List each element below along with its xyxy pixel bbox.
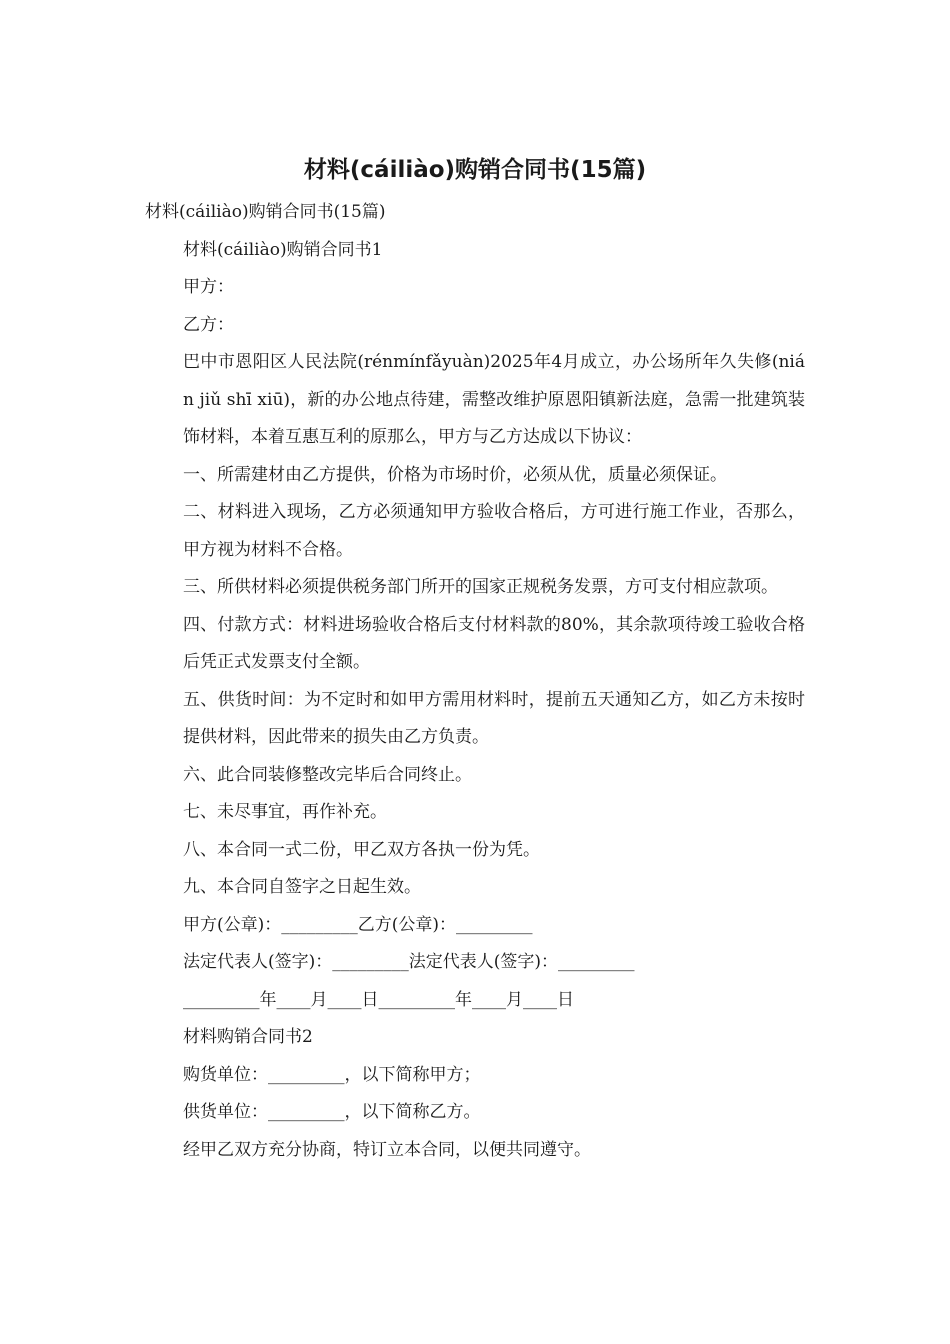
- agreement-line: 经甲乙双方充分协商，特订立本合同，以便共同遵守。: [183, 1139, 591, 1160]
- seal-line: 甲方(公章)：_________乙方(公章)：_________: [183, 914, 533, 935]
- clause-8: 八、本合同一式二份，甲乙双方各执一份为凭。: [183, 839, 540, 860]
- page-title: 材料(cáiliào)购销合同书(15篇): [303, 157, 647, 183]
- clause-6: 六、此合同装修整改完毕后合同终止。: [183, 764, 472, 785]
- clause-9: 九、本合同自签字之日起生效。: [183, 877, 421, 897]
- document-body: [145, 194, 805, 1169]
- supplier-line: 供货单位：_________，以下简称乙方。: [183, 1102, 481, 1122]
- signature-line: 法定代表人(签字)：_________法定代表人(签字)：_________: [183, 952, 635, 972]
- clause-4: 四、付款方式：材料进场验收合格后支付材料款的80%，其余款项待竣工验收合格后凭正式发票支付全额。: [183, 614, 805, 672]
- clause-3: 三、所供材料必须提供税务部门所开的国家正规税务发票，方可支付相应款项。: [183, 577, 778, 597]
- clause-2: 二、材料进入现场，乙方必须通知甲方验收合格后，方可进行施工作业，否那么，甲方视为材料不合格。: [183, 502, 805, 560]
- intro-paragraph: 巴中市恩阳区人民法院(rénmínfǎyuàn)2025年4月成立，办公场所年久失修(nián jiǔ shī xiū)，新的办公地点待建，需整改维护原恩阳镇新法庭，急需一批建筑装饰材料，本着互惠互利的原那么，甲方与乙方达成以下协议：: [183, 352, 805, 447]
- date-line: _________年____月____日_________年____月____日: [183, 989, 574, 1010]
- section-heading-2: 材料购销合同书2: [183, 1027, 313, 1047]
- subtitle-line: 材料(cáiliào)购销合同书(15篇): [145, 202, 386, 222]
- section-heading: 材料(cáiliào)购销合同书1: [183, 239, 383, 260]
- party-b-line: 乙方：: [183, 314, 234, 335]
- party-a-line: 甲方：: [183, 277, 234, 297]
- clause-1: 一、所需建材由乙方提供，价格为市场时价，必须从优，质量必须保证。: [183, 464, 727, 485]
- clause-7: 七、未尽事宜，再作补充。: [183, 802, 387, 822]
- buyer-line: 购货单位：_________，以下简称甲方；: [183, 1064, 481, 1085]
- clause-5: 五、供货时间：为不定时和如甲方需用材料时，提前五天通知乙方，如乙方未按时提供材料，因此带来的损失由乙方负责。: [183, 689, 805, 747]
